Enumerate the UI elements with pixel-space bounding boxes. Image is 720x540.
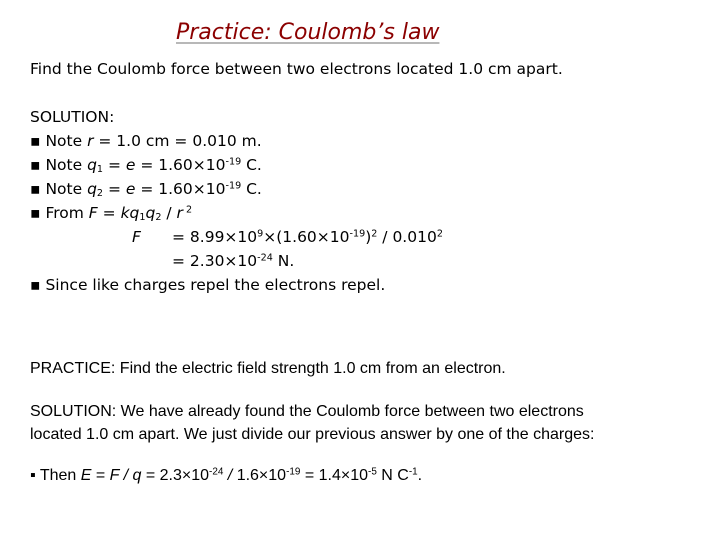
note-r-line xyxy=(30,132,262,150)
value: = 1.60×10 xyxy=(135,180,226,198)
calc-part: 0.010 xyxy=(392,228,437,246)
exponent: -19 xyxy=(286,466,301,478)
sub-1: 1 xyxy=(96,163,104,175)
divide: / xyxy=(161,204,177,222)
exponent: 2 xyxy=(371,228,378,240)
sub-2: 2 xyxy=(96,187,104,199)
sub-1: 1 xyxy=(139,211,146,223)
var-e: e xyxy=(125,180,136,198)
from-pre: From xyxy=(45,204,89,222)
exponent: -24 xyxy=(209,466,224,478)
var-q: q xyxy=(87,180,97,198)
exponent: -1 xyxy=(408,466,418,478)
calc-part: = 1.4×10 xyxy=(300,467,369,484)
divide: / xyxy=(377,228,393,246)
calc-part: ×(1.60×10 xyxy=(263,228,350,246)
exponent: 2 xyxy=(182,204,193,216)
var-q: q xyxy=(87,156,97,174)
calc-line-1 xyxy=(172,228,443,246)
problem-statement: Find the Coulomb force between two electrons located 1.0 cm apart. xyxy=(30,60,563,78)
bullet-icon: ▪ xyxy=(30,204,41,222)
note-q2-pre: Note xyxy=(45,180,88,198)
eq-sign: = xyxy=(103,156,126,174)
note-r-rest: = 1.0 cm = 0.010 m. xyxy=(93,132,262,150)
calc-part: = 2.30×10 xyxy=(172,252,258,270)
calc-line-2 xyxy=(172,252,294,270)
var-F: F xyxy=(88,204,98,222)
exponent: 9 xyxy=(257,228,264,240)
exponent: -19 xyxy=(225,180,242,192)
sub-2: 2 xyxy=(155,211,162,223)
note-r-pre: Note xyxy=(45,132,88,150)
bullet-icon: ▪ xyxy=(30,180,41,198)
note-q1-pre: Note xyxy=(45,156,88,174)
var-r: r xyxy=(176,204,183,222)
calc-part: = 2.3×10 xyxy=(141,467,210,484)
var-q: q xyxy=(145,204,156,222)
var-E: E xyxy=(80,467,92,484)
conclusion-text: Since like charges repel the electrons repel. xyxy=(45,276,386,294)
solution2-line-2: located 1.0 cm apart. We just divide our previous answer by one of the charges: xyxy=(30,426,595,443)
exponent: 2 xyxy=(436,228,443,240)
unit: N. xyxy=(272,252,295,270)
bullet-icon: ▪ xyxy=(30,467,36,484)
note-q2-line xyxy=(30,180,262,198)
period: . xyxy=(417,467,423,484)
conclusion-line xyxy=(30,276,385,294)
slide-title: Practice: Coulomb’s law xyxy=(176,20,440,45)
var-q: q xyxy=(132,467,142,484)
calc-F-label xyxy=(132,228,141,246)
var-kq: kq xyxy=(120,204,140,222)
formula-line xyxy=(30,204,192,222)
eq-sign: = xyxy=(103,180,126,198)
bullet-icon: ▪ xyxy=(30,132,41,150)
practice-statement: PRACTICE: Find the electric field strength 1.0 cm from an electron. xyxy=(30,360,506,377)
exponent: -19 xyxy=(349,228,366,240)
divide: / xyxy=(223,467,237,484)
exponent: -19 xyxy=(225,156,242,168)
eq-sign: = xyxy=(91,467,110,484)
unit: N C xyxy=(376,467,409,484)
then-pre: Then xyxy=(35,467,81,484)
value: = 1.60×10 xyxy=(135,156,226,174)
var-e: e xyxy=(125,156,136,174)
calc-part: = 8.99×10 xyxy=(172,228,258,246)
then-line xyxy=(30,467,422,485)
exponent: -5 xyxy=(368,466,377,478)
calc-part: ) xyxy=(365,228,372,246)
unit: C. xyxy=(241,156,262,174)
exponent: -24 xyxy=(257,252,273,264)
var-r: r xyxy=(87,132,94,150)
eq-sign: = xyxy=(97,204,121,222)
var-F: F xyxy=(109,467,120,484)
bullet-icon: ▪ xyxy=(30,276,41,294)
bullet-icon: ▪ xyxy=(30,156,41,174)
solution-heading: SOLUTION: xyxy=(30,108,115,126)
unit: C. xyxy=(241,180,262,198)
calc-part: 1.6×10 xyxy=(236,467,287,484)
divide: / xyxy=(119,467,133,484)
solution2-line-1: SOLUTION: We have already found the Coulomb force between two electrons xyxy=(30,403,584,420)
note-q1-line xyxy=(30,156,262,174)
var-F: F xyxy=(132,228,141,246)
